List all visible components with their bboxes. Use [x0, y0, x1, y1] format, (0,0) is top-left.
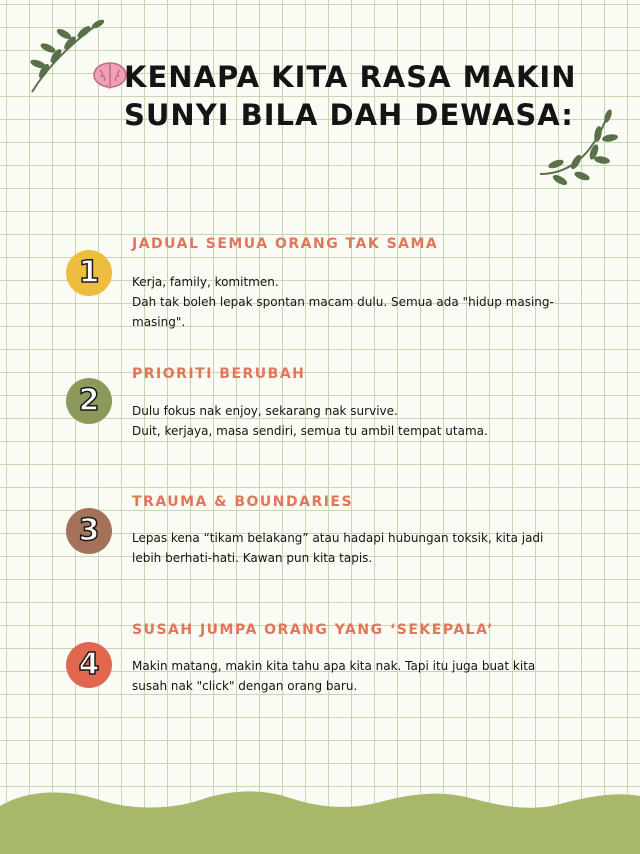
item-number: 2: [78, 383, 100, 418]
item-heading: PRIORITI BERUBAH: [132, 366, 306, 382]
item-body-line: Lepas kena “tikam belakang” atau hadapi hubungan toksik, kita jadi: [132, 531, 544, 545]
number-badge: [66, 378, 112, 424]
item-number: 3: [78, 513, 100, 548]
number-badge: [66, 508, 112, 554]
item-heading: JADUAL SEMUA ORANG TAK SAMA: [132, 236, 439, 252]
brain-icon: [92, 61, 128, 91]
item-body-line: Dah tak boleh lepak spontan macam dulu. Semua ada "hidup masing-masing".: [132, 295, 554, 329]
number-badge: [66, 250, 112, 296]
item-number: 1: [78, 255, 100, 290]
bottom-wave-decoration: [0, 778, 640, 854]
item-number: 4: [78, 647, 100, 682]
item-body-line: Kerja, family, komitmen.: [132, 275, 279, 289]
number-badge: [66, 642, 112, 688]
item-body-line: Makin matang, makin kita tahu apa kita nak. Tapi itu juga buat kita: [132, 659, 536, 673]
item-body: [132, 656, 602, 696]
item-body-line: susah nak "click" dengan orang baru.: [132, 679, 358, 693]
item-body-line: Dulu fokus nak enjoy, sekarang nak survive.: [132, 404, 398, 418]
item-body-line: lebih berhati-hati. Kawan pun kita tapis.: [132, 551, 373, 565]
item-heading: SUSAH JUMPA ORANG YANG ‘SEKEPALA’: [132, 622, 494, 638]
page-title: KENAPA KITA RASA MAKIN SUNYI BILA DAH DEWASA:: [124, 60, 577, 132]
item-body: [132, 272, 602, 332]
item-body-line: Duit, kerjaya, masa sendiri, semua tu ambil tempat utama.: [132, 424, 488, 438]
item-heading: TRAUMA & BOUNDARIES: [132, 494, 354, 510]
item-body: [132, 401, 602, 441]
item-body: [132, 528, 602, 568]
